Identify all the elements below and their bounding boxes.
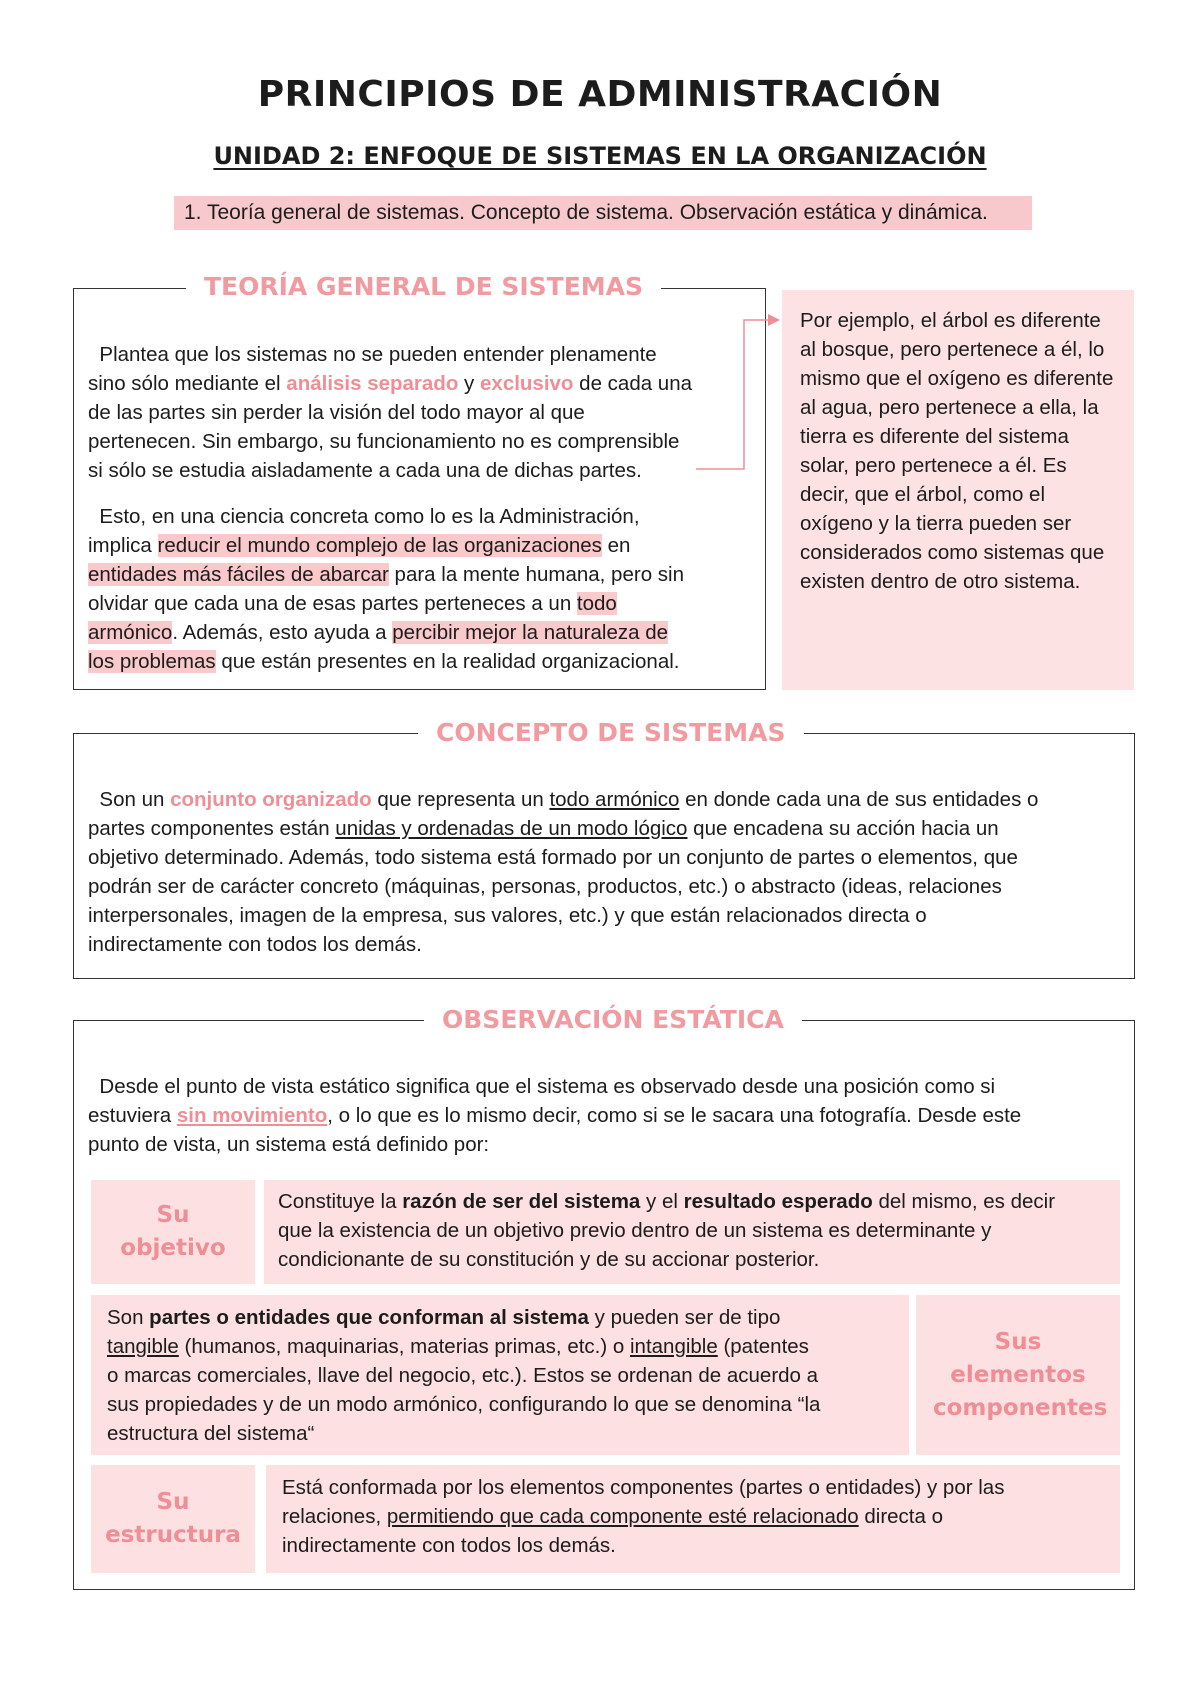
- concepto-paragraph: Son un conjunto organizado que representa un todo armónico en donde cada una de sus entidades o partes componentes están unidas y ordenadas de un modo lógico que encadena su acción hacia un objetivo determinado. Además, todo sistema está formado por un conjunto de partes o elementos, que podrán ser de carácter concreto (máquinas, personas, productos, etc.) o abstracto (ideas, relaciones interpersonales, imagen de la empresa, sus valores, etc.) y que están relacionados directa o indirectamente con todos los demás.: [88, 788, 1039, 956]
- example-note: Por ejemplo, el árbol es diferente al bosque, pero pertenece a él, lo mismo que el oxígeno es diferente al agua, pero pertenece a ella, la tierra es diferente del sistema solar, pero pertenece a él. Es decir, que el árbol, como el oxígeno y la tierra pueden ser considerados como sistemas que existen dentro de otro sistema.: [782, 290, 1134, 690]
- estatica-title: OBSERVACIÓN ESTÁTICA: [424, 1005, 802, 1034]
- estructura-description: Está conformada por los elementos componentes (partes o entidades) y por las relaciones, permitiendo que cada componente esté relacionado directa o indirectamente con todos los demás.: [266, 1465, 1120, 1573]
- concepto-title: CONCEPTO DE SISTEMAS: [418, 718, 804, 747]
- topic-heading: 1. Teoría general de sistemas. Concepto de sistema. Observación estática y dinámica.: [174, 196, 1032, 230]
- tgs-paragraph-1: Plantea que los sistemas no se pueden entender plenamente sino sólo mediante el análisis separado y exclusivo de cada una de las partes sin perder la visión del todo mayor al que pertenecen. Sin embargo, su funcionamiento no es comprensible si sólo se estudia aisladamente a cada una de dichas partes.: [88, 343, 693, 482]
- tgs-paragraph-2: Esto, en una ciencia concreta como lo es la Administración, implica reducir el mundo complejo de las organizaciones en entidades más fáciles de abarcar para la mente humana, pero sin olvidar que cada una de esas partes perteneces a un todo armónico. Además, esto ayuda a percibir mejor la naturaleza de los problemas que están presentes en la realidad organizacional.: [88, 505, 684, 673]
- page-title: PRINCIPIOS DE ADMINISTRACIÓN: [257, 74, 943, 115]
- objetivo-label: Su objetivo: [91, 1180, 255, 1284]
- tgs-title: TEORÍA GENERAL DE SISTEMAS: [186, 272, 661, 301]
- elementos-description: Son partes o entidades que conforman al sistema y pueden ser de tipo tangible (humanos, maquinarias, materias primas, etc.) o intangible (patentes o marcas comerciales, llave del negocio, etc.). Estos se ordenan de acuerdo a sus propiedades y de un modo armónico, configurando lo que se denomina “la estructura del sistema“: [91, 1295, 909, 1455]
- objetivo-description: Constituye la razón de ser del sistema y el resultado esperado del mismo, es decir que la existencia de un objetivo previo dentro de un sistema es determinante y condicionante de su constitución y de su accionar posterior.: [264, 1180, 1120, 1284]
- connector-arrow: [690, 305, 790, 475]
- estatica-intro: Desde el punto de vista estático significa que el sistema es observado desde una posición como si estuviera sin movimiento, o lo que es lo mismo decir, como si se le sacara una fotografía. Desde este punto de vista, un sistema está definido por:: [88, 1075, 1022, 1156]
- estructura-label: Su estructura: [91, 1465, 255, 1573]
- elementos-label: Sus elementos componentes: [916, 1295, 1120, 1455]
- unit-subtitle: UNIDAD 2: ENFOQUE DE SISTEMAS EN LA ORGANIZACIÓN: [213, 142, 987, 170]
